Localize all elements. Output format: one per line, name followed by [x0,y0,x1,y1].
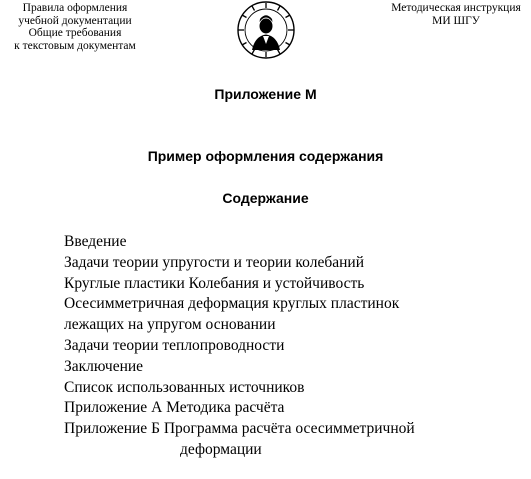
toc-item [64,419,526,461]
header-right-line: МИ ШГУ [432,14,480,27]
toc-item-text-continuation: лежащих на упругом основании [64,316,276,334]
toc-item [64,294,526,336]
toc-item [64,336,526,357]
toc-item [64,274,526,295]
toc-item-text: Приложение А Методика расчёта [64,399,285,417]
appendix-title: Приложение М [214,86,317,102]
header-left-line: Правила оформления [22,2,128,14]
header-left-line: к текстовым документам [14,39,136,52]
example-title: Пример оформления содержания [147,148,384,164]
toc-item [64,232,526,253]
toc-item-text: Заключение [64,357,144,375]
toc-item-text: Осесимметричная деформация круглых пластинок [64,295,400,313]
table-of-contents-list [64,232,526,461]
header-left-line: Общие требования [28,27,122,39]
header-right-block [381,2,531,27]
toc-heading: Содержание [222,190,309,206]
toc-item-text: Приложение Б Программа расчёта осесимметричной [64,420,415,438]
toc-item [64,378,526,399]
toc-item-text: Задачи теории упругости и теории колебаний [64,253,364,271]
toc-item-text-continuation: деформации [180,440,262,458]
toc-item [64,398,526,419]
toc-item [64,357,526,378]
toc-item-text: Задачи теории теплопроводности [64,336,285,354]
header-left-line: учебной документации [18,14,132,27]
toc-item [64,253,526,274]
university-seal-logo [228,0,304,60]
toc-item-text: Круглые пластики Колебания и устойчивость [64,274,365,292]
header-right-line: Методическая инструкция [391,2,521,14]
toc-item-text: Введение [64,233,127,250]
header-left-block [0,2,150,52]
toc-item-text: Список использованных источников [64,378,305,396]
